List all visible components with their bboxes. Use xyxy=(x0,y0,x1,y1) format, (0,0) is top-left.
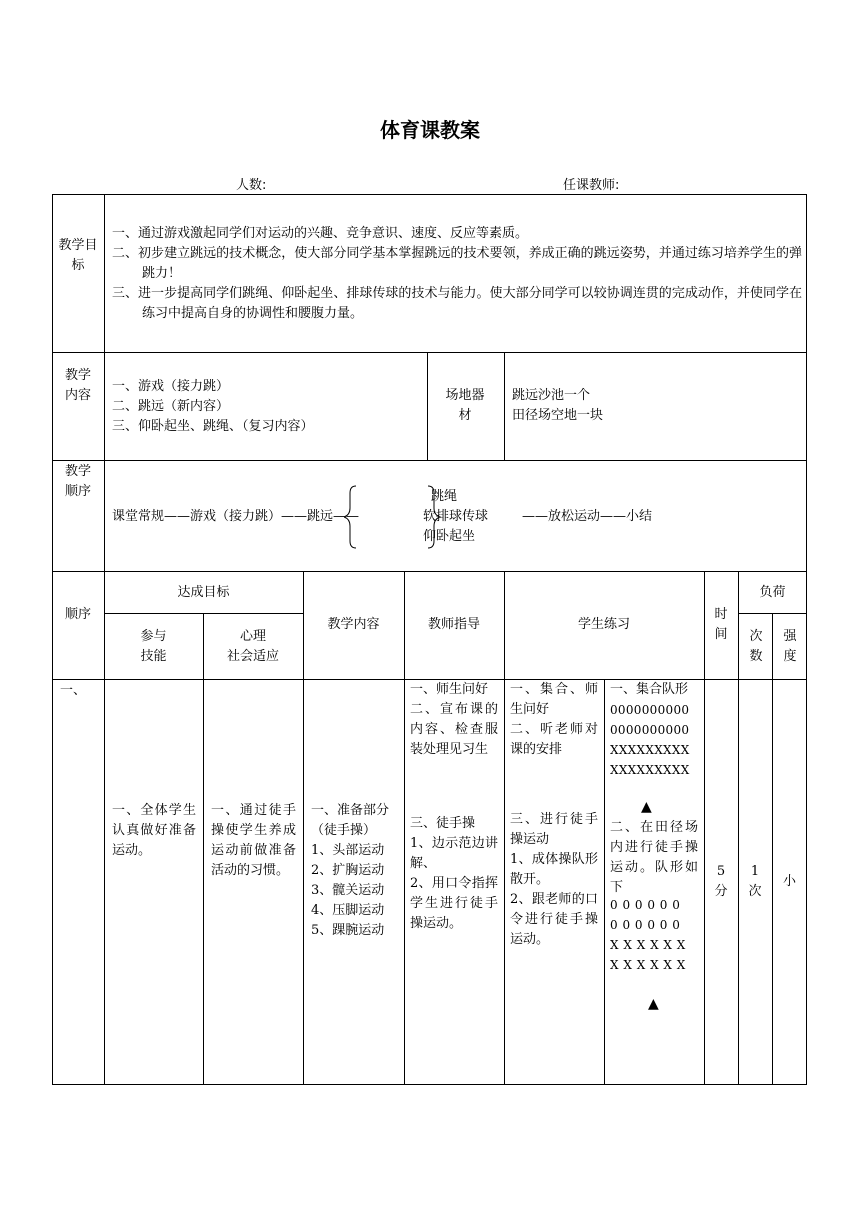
objective-item: 一、通过游戏激起同学们对运动的兴趣、竞争意识、速度、反应等素质。 xyxy=(112,226,529,241)
row-order: 一、 xyxy=(60,683,87,698)
row-student-practice-part1: 一、集合、师生问好 二、听老师对课的安排 xyxy=(510,682,598,757)
row-teacher-guide-part1: 一、师生问好 二、宣布课的内容、检查服装处理见习生 xyxy=(410,682,498,757)
divider xyxy=(604,679,605,1085)
content-item: 三、仰卧起坐、跳绳、（复习内容） xyxy=(112,419,314,434)
teacher-marker-icon: ▲ xyxy=(648,996,659,1012)
formation-a-title: 一、集合队形 xyxy=(610,682,689,697)
row-time: 5 分 xyxy=(714,864,728,899)
header-participation: 参与 技能 xyxy=(140,629,167,664)
objectives-label: 教学目标 xyxy=(58,238,98,273)
row-intensity: 小 xyxy=(782,874,796,889)
headcount-label: 人数: xyxy=(236,178,267,193)
row-count: 1 次 xyxy=(748,864,762,899)
header-student-practice: 学生练习 xyxy=(577,617,630,632)
divider xyxy=(303,571,304,1085)
objective-item: 三、进一步提高同学们跳绳、仰卧起坐、排球传球的技术与能力。使大部分同学可以较协调连贯的完成动作，并使同学在练习中提高自身的协调性和腰腹力量。 xyxy=(112,286,802,321)
header-teaching-content: 教学内容 xyxy=(327,617,380,632)
divider xyxy=(427,352,428,460)
header-load: 负荷 xyxy=(759,585,786,600)
header-teacher-guide: 教师指导 xyxy=(427,617,480,632)
sequence-tail: ——放松运动——小结 xyxy=(522,509,653,524)
formation-row: 0 0 0 0 0 0 xyxy=(610,918,680,932)
header-order: 顺序 xyxy=(65,607,92,622)
venue-label: 场地器材 xyxy=(445,388,485,423)
sequence-branch: 软排球传球 xyxy=(423,509,489,524)
teacher-label: 任课教师: xyxy=(563,178,620,193)
row-teacher-guide-part2: 三、徒手操 1、边示范边讲解、 2、用口令指挥学生进行徒手操运动。 xyxy=(410,816,498,931)
divider xyxy=(404,571,405,1085)
header-count: 次数 xyxy=(749,629,763,664)
venue-item: 跳远沙池一个 xyxy=(512,388,591,403)
sequence-branch: 跳绳 xyxy=(431,489,458,504)
formation-b-title: 二、在田径场内进行徒手操运动。队形如下 xyxy=(610,820,698,895)
formation-row: 0000000000 xyxy=(610,703,690,717)
sequence-label: 教学顺序 xyxy=(65,464,92,499)
header-goals: 达成目标 xyxy=(177,585,230,600)
divider xyxy=(52,460,807,461)
formation-row: 0 0 0 0 0 0 xyxy=(610,898,680,912)
header-time: 时间 xyxy=(714,607,728,642)
divider xyxy=(504,571,505,1085)
formation-row: X X X X X X xyxy=(610,938,686,952)
row-psych: 一、通过徒手操使学生养成运动前做准备活动的习惯。 xyxy=(211,803,296,878)
objective-item: 二、初步建立跳远的技术概念，使大部分同学基本掌握跳远的技术要领，养成正确的跳远姿势，并通过练习培养学生的弹跳力！ xyxy=(112,246,802,281)
row-student-practice-part2: 三、进行徒手操运动 1、成体操队形散开。 2、跟老师的口令进行徒手操运动。 xyxy=(510,812,598,947)
content-item: 一、游戏（接力跳） xyxy=(112,379,230,394)
divider xyxy=(704,571,705,1085)
page-title: 体育课教案 xyxy=(380,118,480,142)
row-participation: 一、全体学生认真做好准备运动。 xyxy=(112,803,196,858)
venue-item: 田径场空地一块 xyxy=(512,408,604,423)
divider xyxy=(52,571,807,572)
formation-row: 0000000000 xyxy=(610,723,690,737)
divider xyxy=(504,352,505,460)
teacher-marker-icon: ▲ xyxy=(641,799,652,815)
content-label: 教学内容 xyxy=(65,368,92,403)
divider xyxy=(203,613,204,1085)
row-content: 一、准备部分 （徒手操） 1、头部运动 2、扩胸运动 3、髋关运动 4、压脚运动 5、踝腕运动 xyxy=(311,803,390,938)
formation-row: XXXXXXXXX xyxy=(610,743,690,757)
divider xyxy=(772,613,773,1085)
divider xyxy=(738,571,739,1085)
header-intensity: 强度 xyxy=(783,629,797,664)
header-psych: 心理 社会适应 xyxy=(226,629,279,664)
sequence-main: 课堂常规——游戏（接力跳）——跳远—— xyxy=(112,509,360,524)
divider xyxy=(52,352,807,353)
sequence-branch: 仰卧起坐 xyxy=(423,529,476,544)
formation-row: X X X X X X xyxy=(610,958,686,972)
formation-row: XXXXXXXXX xyxy=(610,763,690,777)
content-item: 二、跳远（新内容） xyxy=(112,399,230,414)
